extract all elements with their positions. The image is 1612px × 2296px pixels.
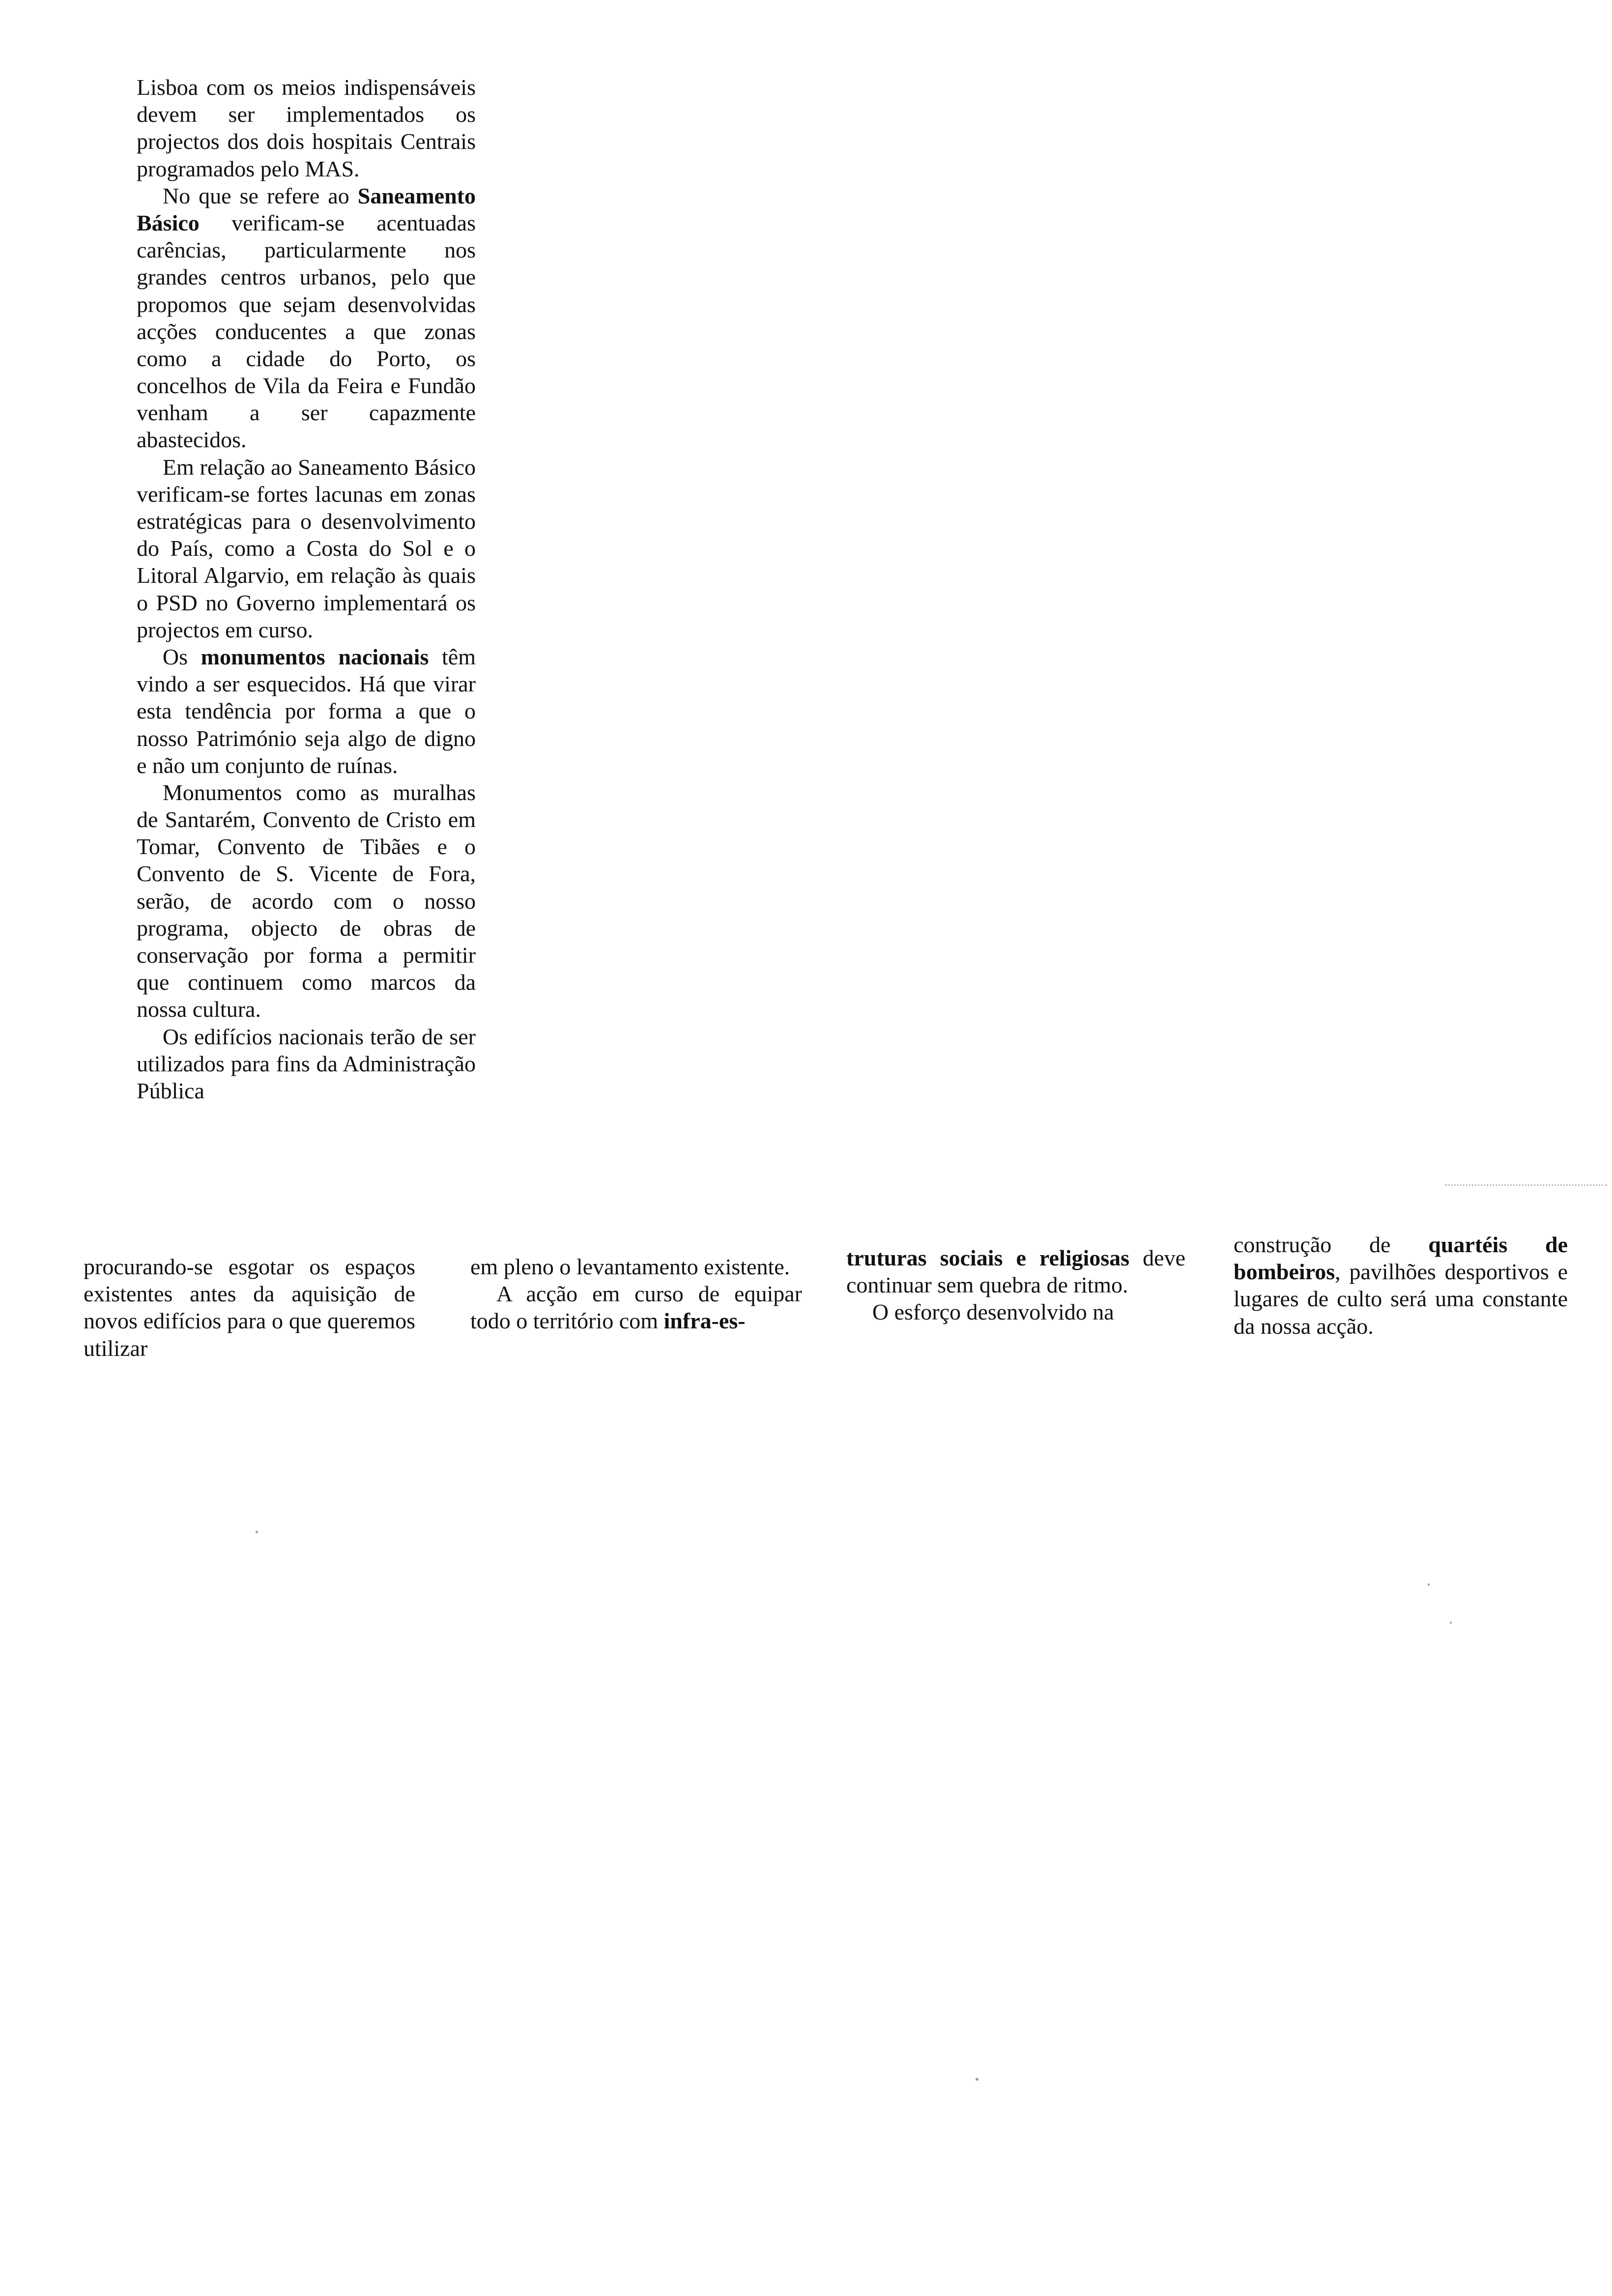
paragraph-text: Os edifícios nacionais terão de ser utilizados para fins da Administração Pública bbox=[137, 1024, 476, 1103]
paragraph-infrastructure bbox=[470, 1280, 802, 1334]
paragraph-monument-list bbox=[137, 779, 476, 1023]
paragraph-national-buildings bbox=[137, 1023, 476, 1105]
paragraph-text: procurando-se esgotar os espaços existentes antes da aquisição de novos edifícios para o que queremos utilizar bbox=[84, 1254, 415, 1361]
paragraph-sanitation-coast bbox=[137, 454, 476, 643]
scan-speck bbox=[256, 1531, 258, 1533]
paragraph-text: construção de bbox=[1234, 1232, 1429, 1257]
paragraph-text: em pleno o levantamento existente. bbox=[470, 1254, 790, 1279]
paragraph-effort bbox=[846, 1298, 1185, 1325]
text-column-d bbox=[1234, 1231, 1568, 1340]
paragraph-survey bbox=[470, 1253, 802, 1280]
bold-keyword: monumentos nacionais bbox=[201, 644, 429, 669]
paragraph-social-structures bbox=[846, 1244, 1185, 1298]
paragraph-text: Lisboa com os meios indispensáveis devem ser implementados os projectos dos dois hospitais Centrais programados pelo MAS. bbox=[137, 75, 476, 181]
scan-speck bbox=[1428, 1583, 1430, 1586]
text-column-a bbox=[84, 1253, 415, 1362]
scan-noise-dotted-line bbox=[1445, 1184, 1607, 1186]
text-column-c bbox=[846, 1244, 1185, 1326]
bold-keyword: quartéis de bombeiros bbox=[1234, 1232, 1568, 1285]
paragraph-text: Monumentos como as muralhas de Santarém, Convento de Cristo em Tomar, Convento de Tibães e o Convento de S. Vicente de Fora, serão, de acordo com o nosso programa, objecto de obras de conservação por forma a permitir que continuem como marcos da nossa cultura. bbox=[137, 779, 476, 1022]
paragraph-text: O esforço desenvolvido na bbox=[872, 1299, 1114, 1325]
paragraph-text: deve continuar sem quebra de ritmo. bbox=[846, 1245, 1185, 1298]
paragraph-text: A acção em curso de equipar todo o território com bbox=[470, 1281, 802, 1334]
paragraph-fire-stations bbox=[1234, 1231, 1568, 1340]
paragraph-sanitation-cities bbox=[137, 182, 476, 454]
text-column-main bbox=[137, 74, 476, 1104]
scan-speck bbox=[976, 2078, 979, 2081]
scan-speck bbox=[1450, 1622, 1452, 1624]
paragraph-text: , pavilhões desportivos e lugares de culto será uma constante da nossa acção. bbox=[1234, 1259, 1568, 1339]
paragraph-text: Os bbox=[162, 644, 201, 669]
text-column-b bbox=[470, 1253, 802, 1335]
paragraph-text: Em relação ao Saneamento Básico verificam-se fortes lacunas em zonas estratégicas para o desenvolvimento do País, como a Costa do Sol e o Litoral Algarvio, em relação às quais o PSD no Governo implementará os projectos em curso. bbox=[137, 454, 476, 642]
paragraph-text: verificam-se acentuadas carências, particularmente nos grandes centros urbanos, pelo que propomos que sejam desenvolvidas acções conducentes a que zonas como a cidade do Porto, os concelhos de Vila da Feira e Fundão venham a ser capazmente abastecidos. bbox=[137, 210, 476, 453]
paragraph-text: têm vindo a ser esquecidos. Há que virar esta tendência por forma a que o nosso Património seja algo de digno e não um conjunto de ruínas. bbox=[137, 644, 476, 778]
bold-keyword: Saneamento Básico bbox=[137, 183, 476, 235]
paragraph-national-monuments bbox=[137, 643, 476, 779]
paragraph-text: No que se refere ao bbox=[162, 183, 358, 208]
paragraph-hospitals bbox=[137, 74, 476, 182]
bold-keyword: truturas sociais e religiosas bbox=[846, 1245, 1130, 1270]
paragraph-existing-spaces bbox=[84, 1253, 415, 1362]
bold-keyword: infra-es- bbox=[663, 1308, 746, 1334]
